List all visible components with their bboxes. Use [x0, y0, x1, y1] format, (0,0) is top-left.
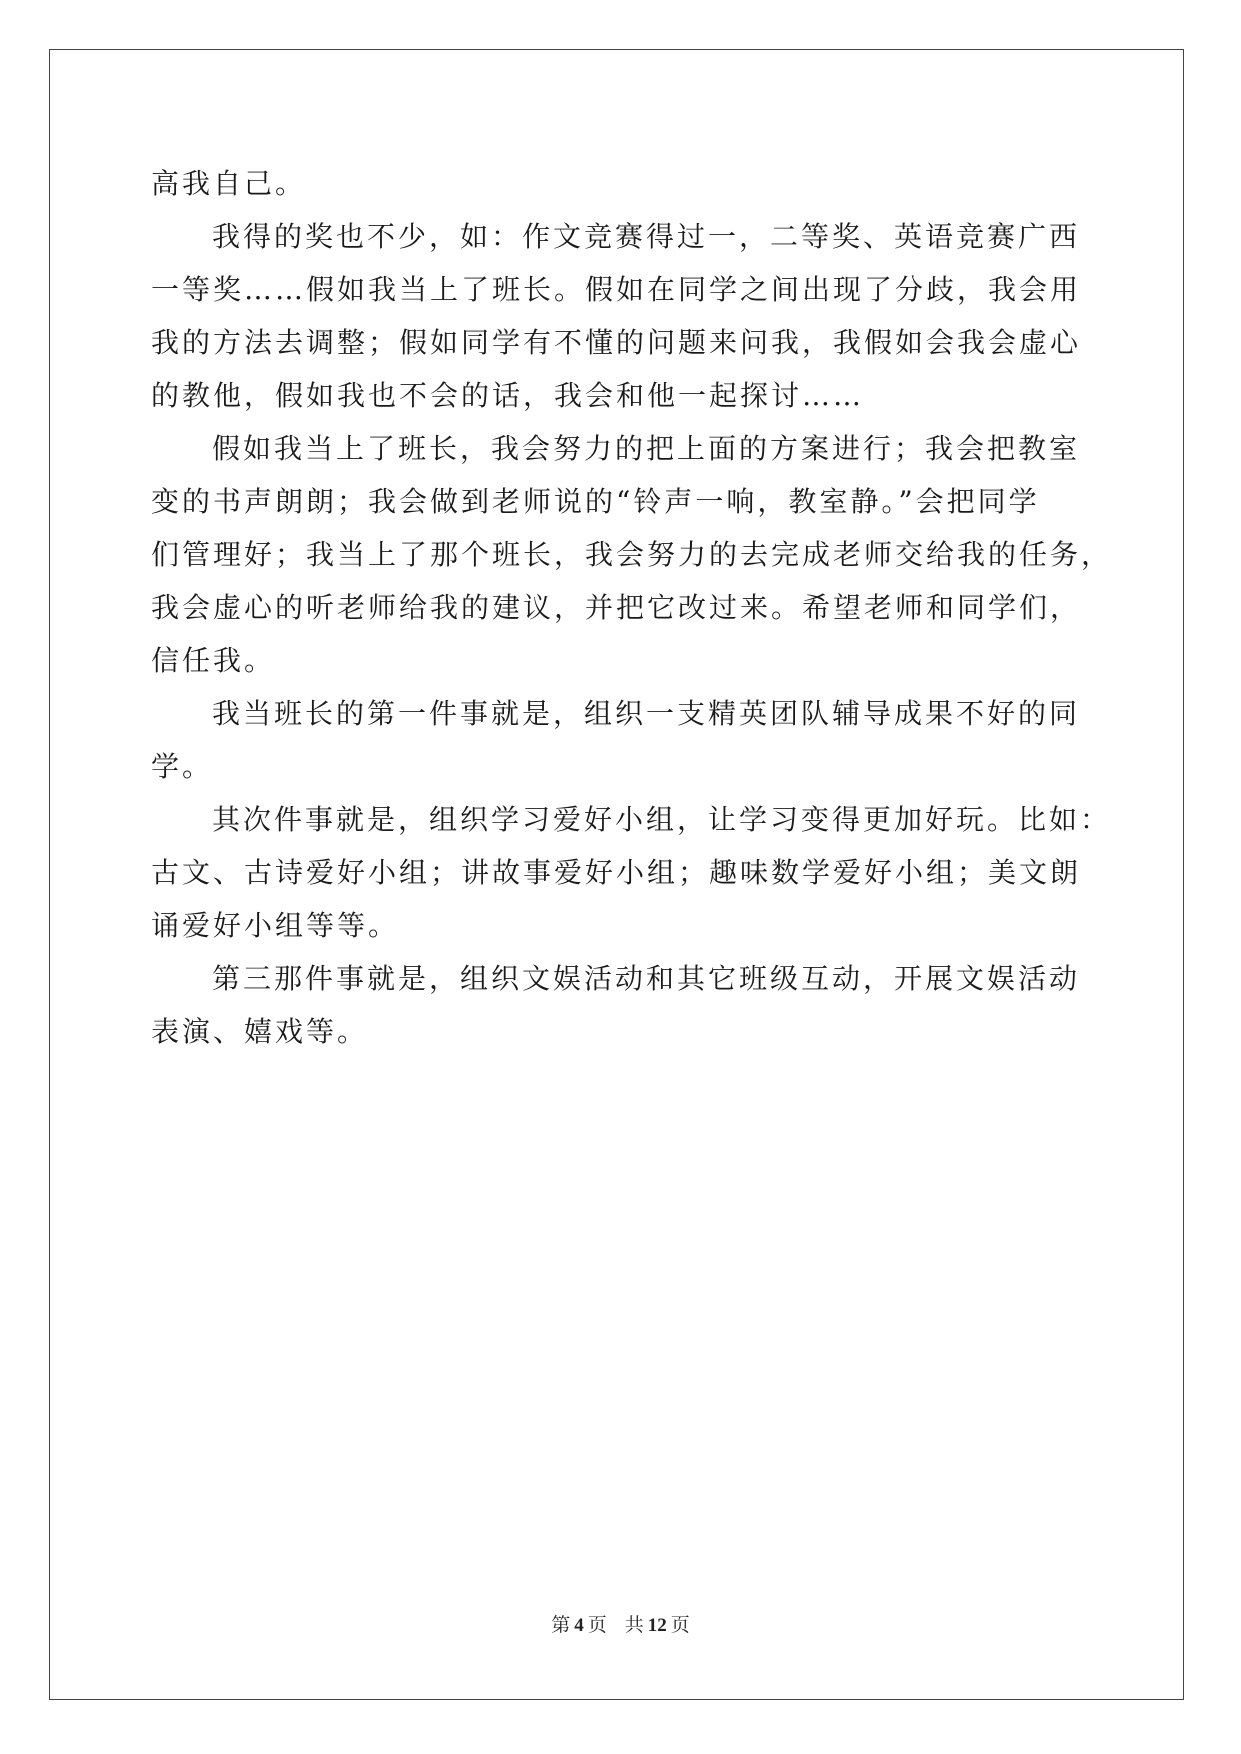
text-line: 我会虚心的听老师给我的建议，并把它改过来。希望老师和同学们， — [151, 591, 1082, 624]
text-line: 我当班长的第一件事就是，组织一支精英团队辅导成果不好的同 — [212, 697, 1081, 730]
text-line: 信任我。 — [151, 644, 276, 677]
total-pages: 12 — [647, 1615, 667, 1636]
text-line: 诵爱好小组等等。 — [151, 909, 400, 942]
text-line: 学。 — [151, 750, 214, 783]
text-line: 古文、古诗爱好小组；讲故事爱好小组；趣味数学爱好小组；美文朗 — [151, 856, 1082, 889]
text-line: 一等奖……假如我当上了班长。假如在同学之间出现了分歧，我会用 — [151, 273, 1082, 306]
text-line: 变的书声朗朗；我会做到老师说的“铃声一响，教室静。”会把同学 — [151, 485, 1040, 518]
text-line: 的教他，假如我也不会的话，我会和他一起探讨…… — [151, 379, 865, 412]
text-line: 第三那件事就是，组织文娱活动和其它班级互动，开展文娱活动 — [212, 962, 1081, 995]
text-line: 高我自己。 — [151, 167, 307, 200]
text-line: 假如我当上了班长，我会努力的把上面的方案进行；我会把教室 — [212, 432, 1081, 465]
text-line: 我得的奖也不少，如：作文竞赛得过一，二等奖、英语竞赛广西 — [212, 220, 1081, 253]
total-prefix: 共 — [624, 1615, 644, 1636]
page-number: 4 — [574, 1615, 584, 1636]
text-line: 我的方法去调整；假如同学有不懂的问题来问我，我假如会我会虚心 — [151, 326, 1082, 359]
text-line: 们管理好；我当上了那个班长，我会努力的去完成老师交给我的任务， — [151, 538, 1113, 571]
text-line: 表演、嬉戏等。 — [151, 1015, 369, 1048]
total-suffix: 页 — [670, 1615, 690, 1636]
page-prefix: 第 — [551, 1615, 571, 1636]
document-body — [151, 157, 1113, 1058]
page-footer — [0, 1614, 1241, 1638]
page-suffix: 页 — [587, 1615, 607, 1636]
text-line: 其次件事就是，组织学习爱好小组，让学习变得更加好玩。比如： — [212, 803, 1112, 836]
